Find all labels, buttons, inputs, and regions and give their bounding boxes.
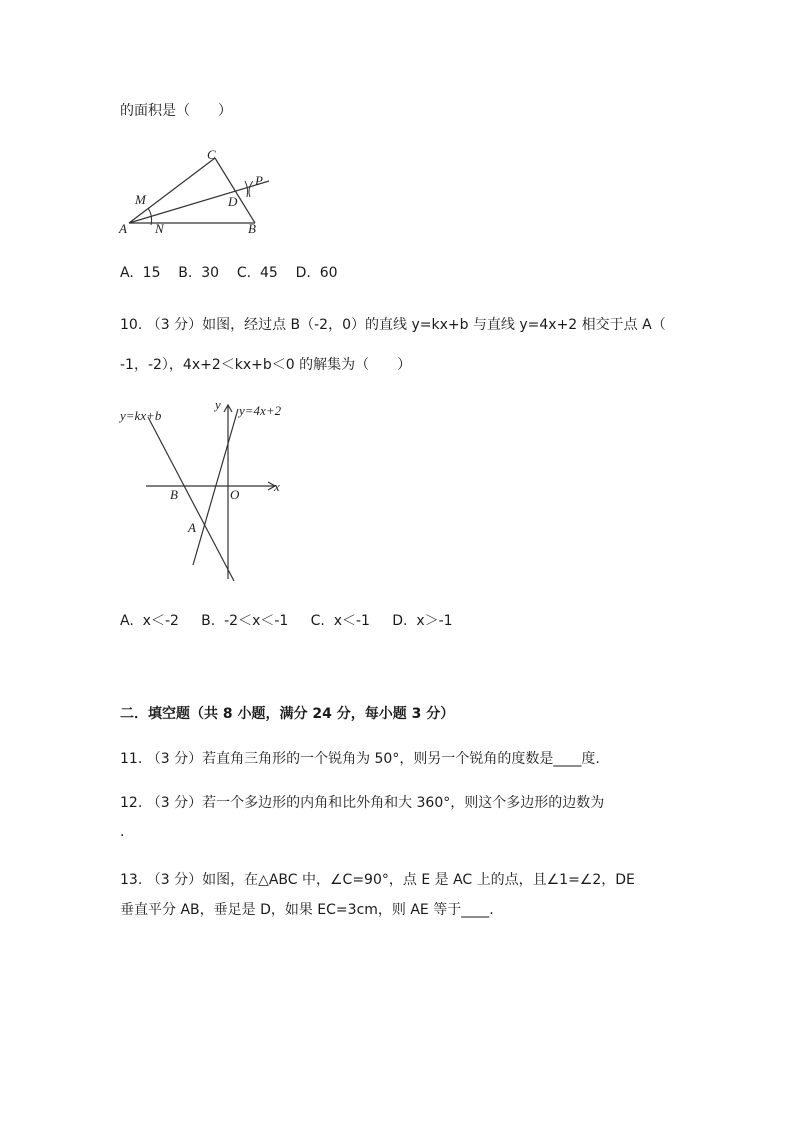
label-a: A xyxy=(119,221,127,236)
label-line-4x: y=4x+2 xyxy=(239,403,282,418)
q12-line2: . xyxy=(120,824,125,840)
label-d: D xyxy=(228,194,238,209)
q9-figure xyxy=(115,145,285,245)
q11-text: 11. （3 分）若直角三角形的一个锐角为 50°，则另一个锐角的度数是____度. xyxy=(120,751,600,767)
label-y-axis: y xyxy=(215,397,221,412)
ray-ap xyxy=(129,181,269,223)
label-p: P xyxy=(255,173,263,188)
q10-options: A. x＜-2 B. -2＜x＜-1 C. x＜-1 D. x＞-1 xyxy=(120,613,453,629)
arc-p1 xyxy=(245,181,248,197)
label-c: C xyxy=(207,147,216,162)
section2-title: 二．填空题（共 8 小题，满分 24 分，每小题 3 分） xyxy=(120,706,455,722)
q10-line2: -1，-2），4x+2＜kx+b＜0 的解集为（ ） xyxy=(120,357,412,373)
label-a: A xyxy=(188,520,196,535)
label-b: B xyxy=(248,221,256,236)
q9-options: A. 15 B. 30 C. 45 D. 60 xyxy=(120,265,338,281)
q9-tail: 的面积是（ ） xyxy=(120,103,232,119)
label-o: O xyxy=(230,487,240,502)
label-line-kx: y=kx+b xyxy=(120,408,162,423)
label-b: B xyxy=(170,487,178,502)
label-x-axis: x xyxy=(274,479,280,494)
label-n: N xyxy=(155,221,164,236)
q10-line1: 10. （3 分）如图，经过点 B（-2，0）的直线 y=kx+b 与直线 y=4x+2 相交于点 A（ xyxy=(120,317,666,333)
q10-figure xyxy=(118,395,298,585)
segment-ac xyxy=(129,158,215,223)
q12-line1: 12. （3 分）若一个多边形的内角和比外角和大 360°，则这个多边形的边数为 xyxy=(120,795,605,811)
q13-line1: 13. （3 分）如图，在△ABC 中，∠C=90°，点 E 是 AC 上的点，且∠1=∠2，DE xyxy=(120,872,635,888)
line-kx-b xyxy=(148,417,234,581)
label-m: M xyxy=(135,192,146,207)
q13-line2: 垂直平分 AB，垂足是 D，如果 EC=3cm，则 AE 等于____. xyxy=(120,902,494,918)
arc-p2 xyxy=(249,181,253,197)
